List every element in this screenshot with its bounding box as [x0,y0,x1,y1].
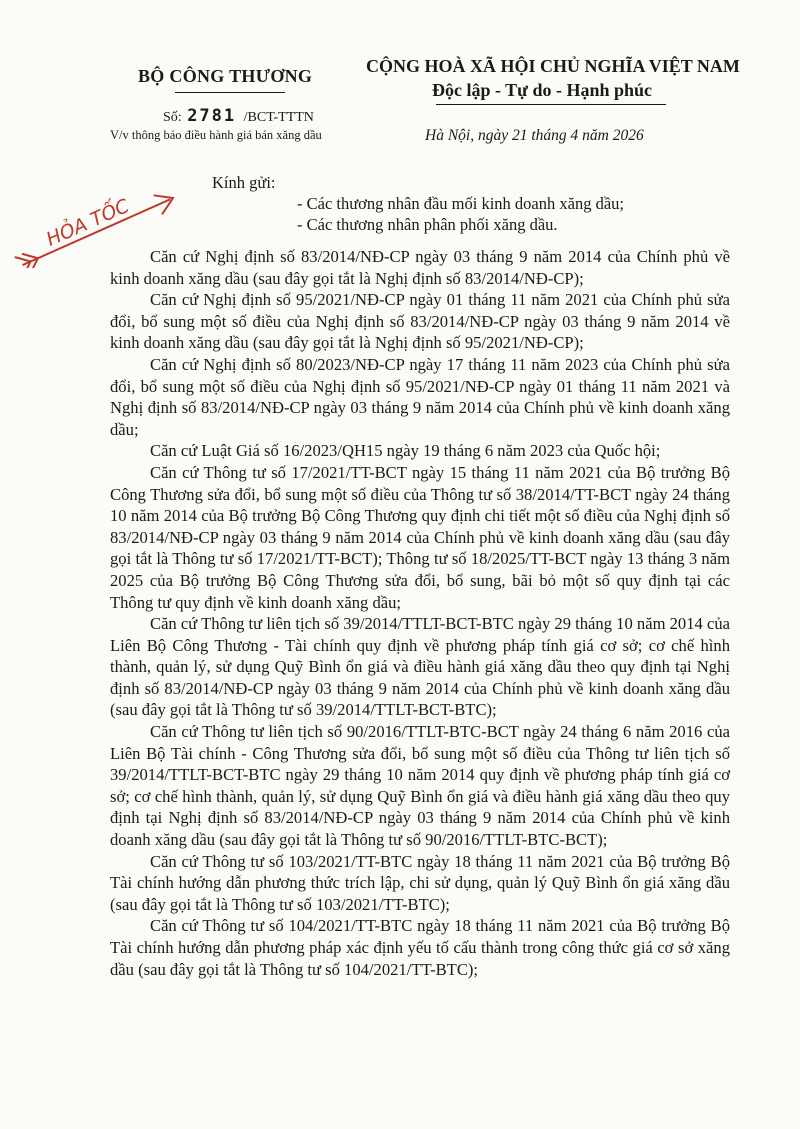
recipient-item: - Các thương nhân phân phối xăng dầu. [297,215,558,234]
document-subject: V/v thông báo điều hành giá bán xăng dầu [110,128,322,142]
document-number [163,106,314,126]
document-body [110,246,730,980]
national-title: CỘNG HOÀ XÃ HỘI CHỦ NGHĨA VIỆT NAM [366,56,740,76]
agency-underline [175,92,285,93]
doc-number-suffix: /BCT-TTTN [243,110,314,125]
legal-basis-paragraph: Căn cứ Nghị định số 83/2014/NĐ-CP ngày 03 tháng 9 năm 2014 của Chính phủ về kinh doanh xăng dầu (sau đây gọi tắt là Nghị định số 83/2014/NĐ-CP); [110,247,730,288]
motto-underline [436,104,666,105]
stamp-text: HỎA TỐC [43,194,133,251]
greeting-label: Kính gửi: [212,173,276,192]
legal-basis-paragraph: Căn cứ Nghị định số 80/2023/NĐ-CP ngày 17 tháng 11 năm 2023 của Chính phủ sửa đổi, bổ sung một số điều của Nghị định số 95/2021/NĐ-CP ngày 01 tháng 11 năm 2021 và Nghị định số 83/2014/NĐ-CP ngày 03 tháng 9 năm 2014 của Chính phủ về kinh doanh xăng dầu; [110,354,730,439]
national-motto: Độc lập - Tự do - Hạnh phúc [432,80,653,100]
legal-basis-paragraph: Căn cứ Nghị định số 95/2021/NĐ-CP ngày 01 tháng 11 năm 2021 của Chính phủ sửa đổi, bổ sung một số điều của Nghị định số 83/2014/NĐ-CP ngày 03 tháng 9 năm 2014 về kinh doanh xăng dầu (sau đây gọi tắt là Nghị định số 95/2021/NĐ-CP); [110,290,730,353]
legal-basis-paragraph: Căn cứ Thông tư số 104/2021/TT-BTC ngày 18 tháng 11 năm 2021 của Bộ trưởng Bộ Tài chính hướng dẫn phương pháp xác định yếu tố cấu thành trong công thức giá cơ sở xăng dầu (sau đây gọi tắt là Thông tư số 104/2021/TT-BTC); [110,916,730,979]
legal-basis-paragraph: Căn cứ Thông tư số 103/2021/TT-BTC ngày 18 tháng 11 năm 2021 của Bộ trưởng Bộ Tài chính hướng dẫn phương thức trích lập, chi sử dụng, quản lý Quỹ Bình ổn giá xăng dầu (sau đây gọi tắt là Thông tư số 103/2021/TT-BTC); [110,851,730,914]
legal-basis-paragraph: Căn cứ Thông tư liên tịch số 90/2016/TTLT-BTC-BCT ngày 24 tháng 6 năm 2016 của Liên Bộ Tài chính - Công Thương sửa đổi, bổ sung một số điều của Thông tư liên tịch số 39/2014/TTLT-BCT-BTC ngày 29 tháng 10 năm 2014 quy định về phương pháp tính giá cơ sở; cơ chế hình thành, quản lý, sử dụng Quỹ Bình ổn giá và điều hành giá xăng dầu theo quy định tại Nghị định số 83/2014/NĐ-CP ngày 03 tháng 9 năm 2014 của Chính phủ về kinh doanh xăng dầu (sau đây gọi tắt là Thông tư số 90/2016/TTLT-BTC-BCT); [110,722,730,850]
place-date: Hà Nội, ngày 21 tháng 4 năm 2026 [425,127,644,144]
legal-basis-paragraph: Căn cứ Thông tư số 17/2021/TT-BCT ngày 15 tháng 11 năm 2021 của Bộ trưởng Bộ Công Thương sửa đổi, bổ sung một số điều của Thông tư số 38/2014/TT-BCT ngày 24 tháng 10 năm 2014 của Bộ trưởng Bộ Công Thương quy định chi tiết một số điều của Nghị định số 83/2014/NĐ-CP ngày 03 tháng 9 năm 2014 của Chính phủ về kinh doanh xăng dầu (sau đây gọi tắt là Thông tư số 17/2021/TT-BCT); Thông tư số 18/2025/TT-BCT ngày 13 tháng 3 năm 2025 của Bộ trưởng Bộ Công Thương sửa đổi, bổ sung, bãi bỏ một số quy định tại các Thông tư quy định về kinh doanh xăng dầu; [110,462,730,612]
doc-number-value: 2781 [187,106,237,126]
recipient-item: - Các thương nhân đầu mối kinh doanh xăng dầu; [297,194,624,213]
legal-basis-paragraph: Căn cứ Luật Giá số 16/2023/QH15 ngày 19 tháng 6 năm 2023 của Quốc hội; [150,441,661,461]
doc-number-prefix: Số: [163,110,182,125]
agency-name: BỘ CÔNG THƯƠNG [138,66,313,86]
legal-basis-paragraph: Căn cứ Thông tư liên tịch số 39/2014/TTLT-BCT-BTC ngày 29 tháng 10 năm 2014 của Liên Bộ Công Thương - Tài chính quy định về phương pháp tính giá cơ sở; cơ chế hình thành, quản lý, sử dụng Quỹ Bình ổn giá và điều hành giá xăng dầu theo quy định tại Nghị định số 83/2014/NĐ-CP ngày 03 tháng 9 năm 2014 của Chính phủ về kinh doanh xăng dầu (sau đây gọi tắt là Thông tư số 39/2014/TTLT-BCT-BTC); [110,614,730,720]
